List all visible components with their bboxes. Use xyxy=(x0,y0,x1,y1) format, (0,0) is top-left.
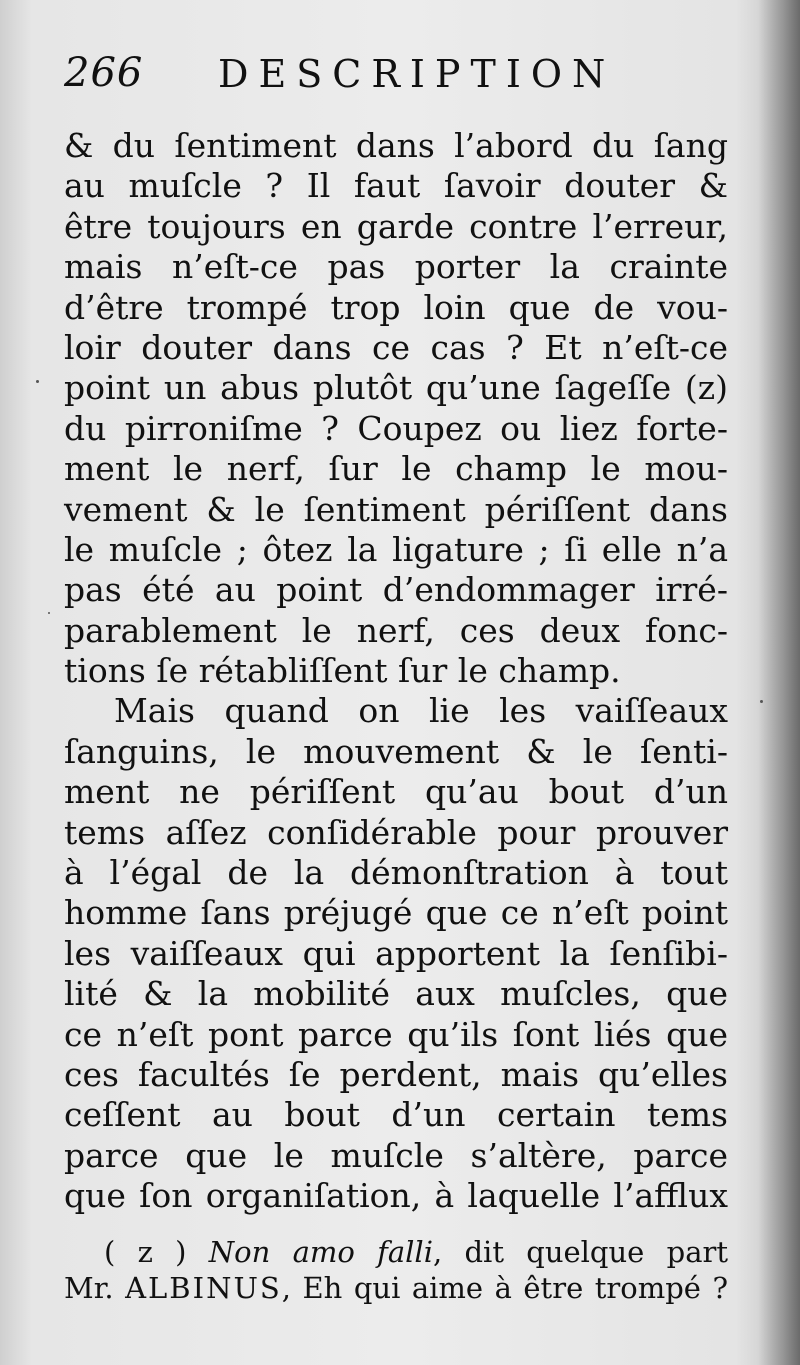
footnote-author: ALBINUS xyxy=(125,1271,282,1305)
paper-speck xyxy=(36,380,39,383)
text-line: tions ſe rétabliſſent ſur le champ. xyxy=(64,651,621,691)
text-line: que ſon organiſation, à laquelle l’afflux xyxy=(64,1176,728,1216)
paragraph-start-line: Mais quand on lie les vaiſſeaux xyxy=(114,691,728,731)
text-line: ceſſent au bout d’un certain tems xyxy=(64,1095,728,1135)
text-line: ment le nerf, ſur le champ le mou- xyxy=(64,449,728,489)
page-spine-shadow xyxy=(758,0,800,1365)
paper-speck xyxy=(48,612,50,614)
text-line: ſanguins, le mouvement & le ſenti- xyxy=(64,731,728,771)
text-line: lité & la mobilité aux muſcles, que xyxy=(64,974,728,1014)
page-header xyxy=(64,50,744,100)
text-line: le muſcle ; ôtez la ligature ; ſi elle n’a xyxy=(64,529,728,569)
page-number: 266 xyxy=(64,50,144,96)
text-line: du pirroniſme ? Coupez ou liez forte- xyxy=(64,408,728,448)
text-line: loir douter dans ce cas ? Et n’eſt-ce xyxy=(64,327,728,367)
text-line: & du ſentiment dans l’abord du ſang xyxy=(64,126,728,165)
text-line: ment ne périſſent qu’au bout d’un xyxy=(64,772,728,812)
text-line: au muſcle ? Il faut ſavoir douter & xyxy=(64,166,728,206)
text-line: pas été au point d’endommager irré- xyxy=(64,570,728,610)
running-title: DESCRIPTION xyxy=(218,52,616,96)
text-line: homme ſans préjugé que ce n’eſt point xyxy=(64,893,728,933)
text-line: vement & le ſentiment périſſent dans xyxy=(64,489,728,529)
footnote-line xyxy=(64,1234,728,1270)
footnote-text: , dit quelque part xyxy=(432,1235,728,1269)
footnote-line xyxy=(64,1270,728,1306)
footnote xyxy=(64,1234,728,1306)
text-line: point un abus plutôt qu’une ſageſſe (z) xyxy=(64,368,728,408)
text-line: parablement le nerf, ces deux fonc- xyxy=(64,610,728,650)
text-line: mais n’eſt-ce pas porter la crainte xyxy=(64,247,728,287)
text-line: être toujours en garde contre l’erreur, xyxy=(64,206,728,246)
paper-speck xyxy=(760,700,763,703)
text-line: à l’égal de la démonſtration à tout xyxy=(64,853,728,893)
text-line: parce que le muſcle s’altère, parce xyxy=(64,1135,728,1175)
text-line: ce n’eſt pont parce qu’ils ſont liés que xyxy=(64,1014,728,1054)
footnote-latin-quote: Non amo falli xyxy=(208,1235,433,1269)
text-line: tems aſſez conſidérable pour prouver xyxy=(64,812,728,852)
footnote-prefix: Mr. xyxy=(64,1271,114,1305)
footnote-text: , Eh qui aime à être trompé ? xyxy=(281,1271,729,1305)
footnote-mark: ( z ) xyxy=(104,1235,187,1269)
text-line: d’être trompé trop loin que de vou- xyxy=(64,287,728,327)
text-line: les vaiſſeaux qui apportent la ſenſibi- xyxy=(64,933,728,973)
body-text xyxy=(64,126,728,1217)
text-line: ces facultés ſe perdent, mais qu’elles xyxy=(64,1054,728,1094)
